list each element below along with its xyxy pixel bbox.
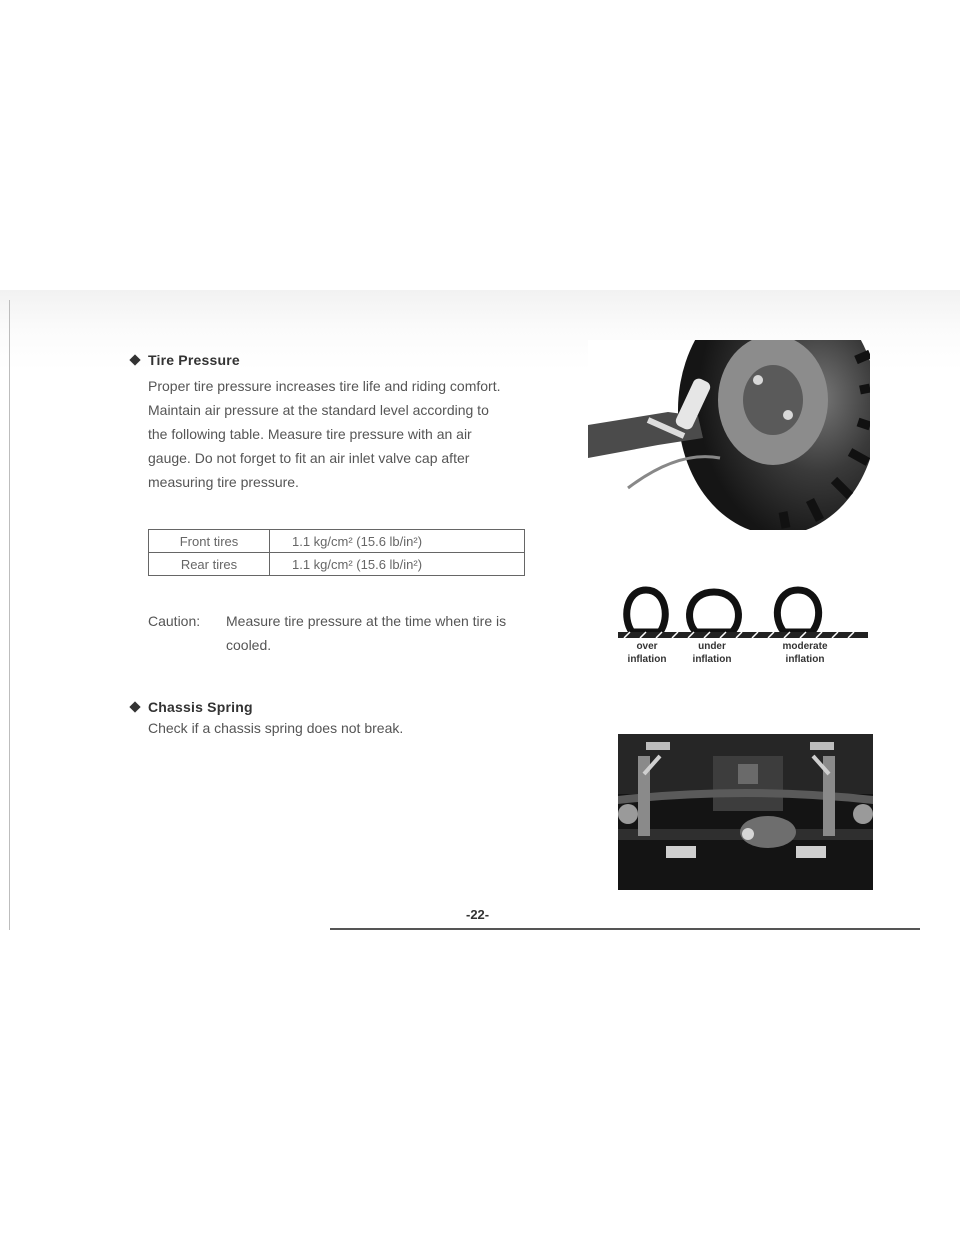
paragraph-line: Maintain air pressure at the standard level according to (148, 402, 489, 418)
chassis-spring-text: Check if a chassis spring does not break. (148, 720, 404, 736)
over-inflation-tire-icon (627, 590, 666, 632)
left-margin-rule (9, 300, 10, 930)
paragraph-line: Proper tire pressure increases tire life and riding comfort. (148, 378, 501, 394)
caution-note (148, 609, 507, 653)
paragraph-line: gauge. Do not forget to fit an air inlet valve cap after (148, 450, 470, 466)
moderate-inflation-caption: moderate inflation (782, 641, 828, 665)
diamond-bullet-icon (129, 701, 140, 712)
tire-inflation-diagram (618, 582, 868, 640)
moderate-inflation-tire-icon (777, 590, 818, 632)
chassis-spring-heading: Chassis Spring (131, 699, 253, 715)
tire-pressure-paragraph (148, 374, 568, 494)
paragraph-line: the following table. Measure tire pressure with an air (148, 426, 472, 442)
table-row (149, 530, 525, 553)
under-inflation-caption: under inflation (692, 641, 732, 665)
paragraph-line: measuring tire pressure. (148, 474, 299, 490)
tire-pressure-table (148, 529, 525, 576)
tire-pressure-heading: Tire Pressure (131, 352, 240, 368)
caution-text: Measure tire pressure at the time when tire is (226, 613, 507, 629)
diamond-bullet-icon (129, 354, 140, 365)
caution-text-continued: cooled. (226, 637, 272, 653)
tire-gauge-photo (588, 340, 870, 530)
bottom-rule (330, 928, 920, 930)
front-tires-label: Front tires (149, 530, 270, 553)
caution-label: Caution: (148, 613, 201, 629)
under-inflation-tire-icon (690, 592, 739, 632)
chassis-spring-photo (618, 734, 873, 890)
rear-tires-value: 1.1 kg/cm² (15.6 lb/in²) (270, 553, 525, 576)
over-inflation-caption: over inflation (627, 641, 667, 665)
rear-tires-label: Rear tires (149, 553, 270, 576)
front-tires-value: 1.1 kg/cm² (15.6 lb/in²) (270, 530, 525, 553)
table-row (149, 553, 525, 576)
page-number: -22- (466, 907, 490, 922)
